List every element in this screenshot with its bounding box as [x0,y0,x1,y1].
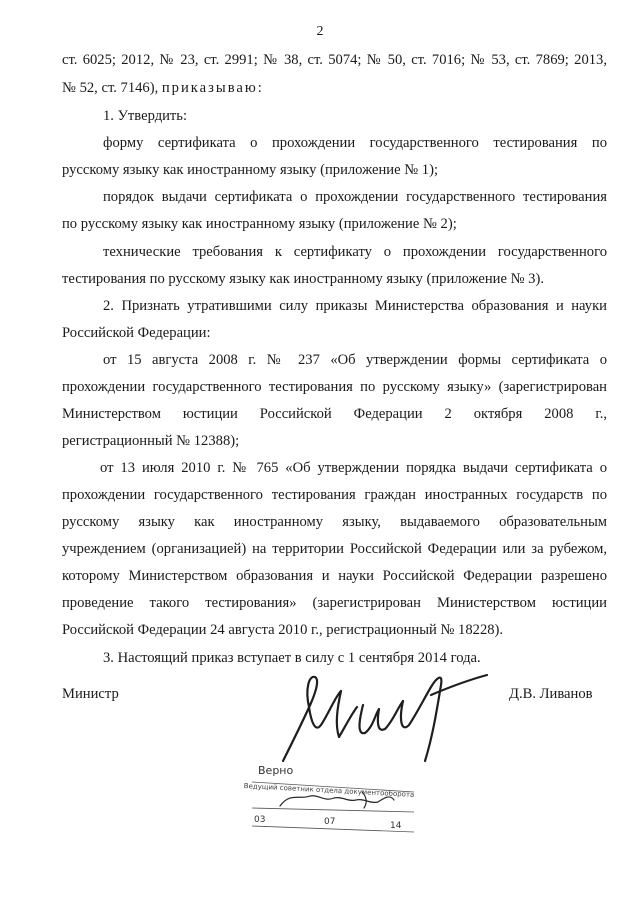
text-line: от 13 июля 2010 г. № 765 «Об утверждении порядка выдачи сертификата о [100,460,607,476]
order-word: приказываю: [161,80,264,96]
text-line: по русскому языку как иностранному языку (приложение № 2); [62,216,457,232]
certification-stamp [244,762,424,834]
stamp-date-year: 14 [390,821,402,831]
text-line: регистрационный № 12388); [62,433,240,449]
text-line: русскому языку как иностранному языку (приложение № 1); [62,162,439,178]
text-line [62,80,264,97]
stamp-date-month: 07 [324,817,336,827]
stamp-label: Верно [258,764,294,777]
stamp-subtitle: Ведущий советник отдела документооборота [243,782,415,799]
text-line: технические требования к сертификату о прохождении государственного [103,244,607,260]
item-2-heading: 2. Признать утратившими силу приказы Министерства образования и науки [103,298,607,314]
text-line: Российской Федерации: [62,325,211,341]
text-line: ст. 6025; 2012, № 23, ст. 2991; № 38, ст. 5074; № 50, ст. 7016; № 53, ст. 7869; 2013, [62,52,607,68]
item-1-heading: 1. Утвердить: [103,108,188,124]
text-line: Российской Федерации 24 августа 2010 г., регистрационный № 18228). [62,622,504,638]
text-line: порядок выдачи сертификата о прохождении государственного тестирования [103,189,607,205]
page-number: 2 [316,24,324,39]
item-3-text: 3. Настоящий приказ вступает в силу с 1 сентября 2014 года. [103,650,481,666]
signatory-name: Д.В. Ливанов [509,686,593,702]
text-line: от 15 августа 2008 г. № 237 «Об утверждении формы сертификата о [103,352,607,368]
text-line: которому Министерством образования и науки Российской Федерации разрешено [62,568,607,584]
text-line: Министерством юстиции Российской Федерации 2 октября 2008 г., [62,406,607,422]
text-line: проведение такого тестирования» (зарегистрирован Министерством юстиции [62,595,607,611]
stamp-date-day: 03 [254,815,266,825]
text-line: учреждением (организацией) на территории Российской Федерации или за рубежом, [62,541,607,557]
text-fragment: № 52, ст. 7146), [62,80,162,96]
text-line: форму сертификата о прохождении государственного тестирования по [103,135,607,151]
text-line: русскому языку как иностранному языку, выдаваемого образовательным [62,514,607,530]
text-line: прохождении государственного тестирования по русскому языку» (зарегистрирован [62,379,607,395]
handwritten-signature [275,663,500,768]
stamp-lines [244,762,424,834]
text-line: тестирования по русскому языку как иностранному языку (приложение № 3). [62,271,544,287]
signatory-position: Министр [62,686,119,702]
text-line: прохождении государственного тестирования граждан иностранных государств по [62,487,607,503]
